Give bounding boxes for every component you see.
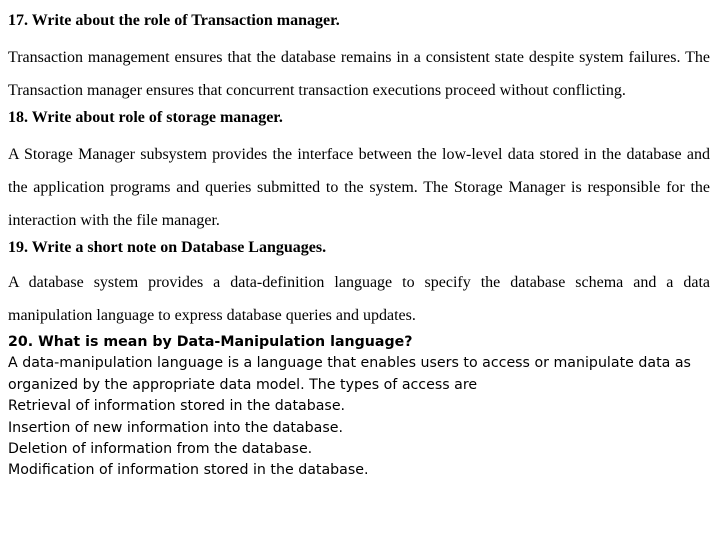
question-17-heading: 17. Write about the role of Transaction manager. bbox=[8, 12, 340, 29]
question-20-block bbox=[8, 332, 710, 482]
answer-17-text: Transaction management ensures that the database remains in a consistent state despite system failures. The Transaction manager ensures that concurrent transaction executions proceed without conflicting. bbox=[8, 49, 710, 99]
answer-19-text: A database system provides a data-definition language to specify the database schema and a data manipulation language to express database queries and updates. bbox=[8, 274, 710, 324]
access-type-insertion: Insertion of new information into the database. bbox=[8, 419, 343, 436]
answer-20-text: A data-manipulation language is a language that enables users to access or manipulate data as organized by the appropriate data model. The types of access are bbox=[8, 355, 691, 393]
question-19-heading: 19. Write a short note on Database Languages. bbox=[8, 239, 327, 256]
question-20-heading: 20. What is mean by Data-Manipulation language? bbox=[8, 334, 413, 350]
question-18-heading: 18. Write about role of storage manager. bbox=[8, 109, 283, 126]
access-type-retrieval: Retrieval of information stored in the database. bbox=[8, 398, 346, 415]
access-type-deletion: Deletion of information from the database. bbox=[8, 441, 313, 458]
access-type-modification: Modification of information stored in the database. bbox=[8, 462, 369, 479]
document-page bbox=[8, 10, 710, 482]
answer-18-text: A Storage Manager subsystem provides the interface between the low-level data stored in the database and the application programs and queries submitted to the system. The Storage Manager is responsible for the interaction with the file manager. bbox=[8, 146, 710, 229]
